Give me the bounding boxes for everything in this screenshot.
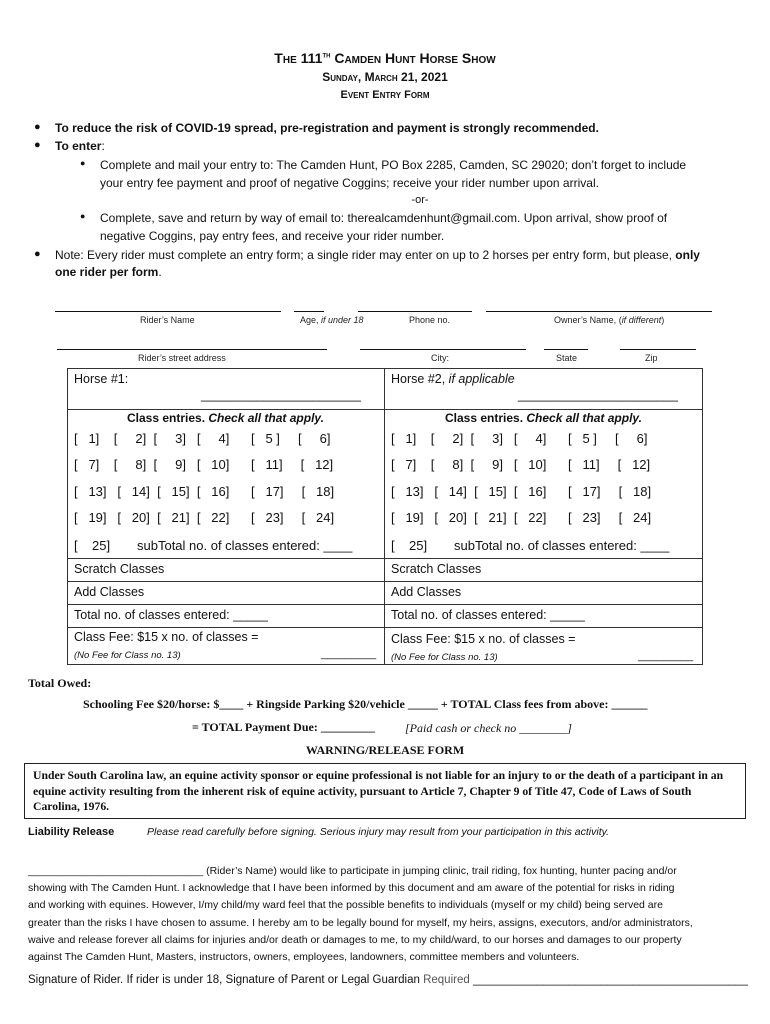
- state-label: State: [556, 353, 578, 363]
- note-line2: [55, 263, 162, 281]
- to-enter-heading: To enter:: [55, 139, 105, 153]
- table-rule: [67, 604, 703, 605]
- form-name: Event Entry Form: [340, 89, 430, 101]
- horse1-scratch[interactable]: Scratch Classes: [74, 562, 165, 576]
- city-field[interactable]: [360, 349, 526, 350]
- horse2-classes-row[interactable]: [ 7] [ 8] [ 9] [ 10] [ 11] [ 12]: [391, 457, 651, 472]
- note-bold: one rider per form: [55, 265, 159, 279]
- zip-label: Zip: [645, 353, 658, 363]
- h1-class-label: Class entries.: [127, 411, 209, 425]
- release-line: waive and release forever all claims for injuries and/or death or damages to me, to my child/ward, to our horses and damages to our property: [28, 933, 682, 946]
- horse2-class-25[interactable]: [ 25]: [391, 538, 428, 553]
- signature-field[interactable]: ___________________________________________: [469, 974, 748, 986]
- h2-class-label: Class entries.: [445, 411, 527, 425]
- horse1-label: Horse #1:: [74, 372, 129, 386]
- riders-name-label: Rider’s Name: [140, 315, 195, 325]
- city-label: City:: [431, 353, 449, 363]
- age-note: if under 18: [321, 315, 364, 325]
- horse2-classes-row[interactable]: [ 13] [ 14] [ 15] [ 16] [ 17] [ 18]: [391, 484, 652, 499]
- note-period: .: [158, 265, 162, 279]
- release-note: Please read carefully before signing. Serious injury may result from your participation in this activity.: [147, 826, 610, 838]
- bullet-icon: ●: [80, 158, 86, 168]
- release-line[interactable]: ______________________________ (Rider’s Name) would like to participate in jumping clinic, trail riding, fox hunting, hunter pacing and/or: [28, 865, 677, 877]
- option-mail-line2: your entry fee payment and proof of negative Coggins; receive your rider number upon arrival.: [100, 176, 599, 190]
- state-field[interactable]: [544, 349, 588, 350]
- release-line: showing with The Camden Hunt. I acknowledge that I have been informed by this document and am aware of the potential for risks in riding: [28, 882, 675, 895]
- option-email-line1: Complete, save and return by way of email to: therealcamdenhunt@gmail.com. Upon arrival, show proof of: [100, 211, 668, 225]
- horse2-scratch[interactable]: Scratch Classes: [391, 562, 482, 576]
- bullet-icon: ●: [34, 121, 41, 133]
- age-label: [300, 315, 364, 325]
- release-line: and working with equines. However, I/my child/my ward feel that the possible benefits to individuals (myself or my child) being served are: [28, 899, 663, 912]
- horse1-subtotal[interactable]: subTotal no. of classes entered: ____: [137, 538, 353, 553]
- h2-check-all: Check all that apply.: [526, 411, 642, 425]
- horse1-name-field[interactable]: _______________________: [201, 388, 361, 402]
- note-only: only: [675, 248, 700, 262]
- horse2-subtotal[interactable]: subTotal no. of classes entered: ____: [454, 538, 670, 553]
- note-line1: [55, 246, 700, 264]
- event-date: Sunday, March 21, 2021: [322, 70, 448, 84]
- release-line: against The Camden Hunt, Masters, instructors, owners, employees, landowners, committee members and volunteers.: [28, 951, 580, 964]
- horse1-class-entries: [127, 411, 324, 425]
- note-text: Note: Every rider must complete an entry form; a single rider may enter on up to 2 horses per entry form, but please,: [55, 248, 672, 262]
- warning-title: WARNING/RELEASE FORM: [305, 743, 465, 757]
- signature-label: Signature of Rider. If rider is under 18, Signature of Parent or Legal Guardian: [28, 974, 424, 986]
- owners-note: if different: [621, 315, 662, 325]
- to-enter-label: To enter: [55, 139, 102, 153]
- signature-line[interactable]: [28, 974, 748, 986]
- option-mail-line1: Complete and mail your entry to: The Camden Hunt, PO Box 2285, Camden, SC 29020; don’t forget to include: [100, 158, 687, 172]
- title-text-post: Camden Hunt Horse Show: [330, 50, 496, 66]
- warning-text: Under South Carolina law, an equine activity sponsor or equine professional is not liable for an injury to or the death of a participant in an equine activity resulting from the inherent risk of equine activity, pursuant to Article 7, Chapter 9 of Title 47, Code of Laws of South Carolina, 1976.: [33, 769, 724, 813]
- liability-release-label: Liability Release: [28, 826, 115, 838]
- zip-field[interactable]: [620, 349, 696, 350]
- horse1-classes-row[interactable]: [ 1] [ 2] [ 3] [ 4] [ 5 ] [ 6]: [74, 431, 331, 446]
- horse1-no-fee: (No Fee for Class no. 13): [74, 650, 181, 661]
- release-paragraph: [28, 863, 748, 966]
- horse1-classes-row[interactable]: [ 19] [ 20] [ 21] [ 22] [ 23] [ 24]: [74, 510, 335, 525]
- schooling-fee-line[interactable]: Schooling Fee $20/horse: $____ + Ringside Parking $20/vehicle _____ + TOTAL Class fees from above: ______: [83, 697, 648, 711]
- bullet-icon: ●: [80, 211, 86, 221]
- owners-close: ): [661, 315, 665, 325]
- title-text: The 111: [274, 50, 323, 66]
- horse1-classes-row[interactable]: [ 7] [ 8] [ 9] [ 10] [ 11] [ 12]: [74, 457, 334, 472]
- horse2-total[interactable]: Total no. of classes entered: _____: [391, 608, 585, 622]
- horse1-fee-blank[interactable]: _________: [321, 648, 377, 660]
- street-field[interactable]: [57, 349, 327, 350]
- horse1-class-25[interactable]: [ 25]: [74, 538, 111, 553]
- table-rule: [67, 581, 703, 582]
- title-superscript: th: [322, 50, 331, 60]
- required-label: Required: [423, 974, 470, 986]
- h1-check-all: Check all that apply.: [208, 411, 324, 425]
- release-line: greater than the risks I have chosen to assume. I hereby am to be legally bound for myself, my heirs, assigns, executors, and/or administrators,: [28, 916, 693, 929]
- street-label: Rider’s street address: [138, 353, 226, 363]
- age-field[interactable]: [294, 311, 324, 312]
- bullet-icon: ●: [34, 139, 41, 151]
- horse2-classes-row[interactable]: [ 19] [ 20] [ 21] [ 22] [ 23] [ 24]: [391, 510, 652, 525]
- table-rule: [67, 409, 703, 410]
- form-title: [0, 50, 770, 66]
- or-separator: -or-: [411, 194, 429, 206]
- horse1-total[interactable]: Total no. of classes entered: _____: [74, 608, 268, 622]
- owners-name-field[interactable]: [486, 311, 712, 312]
- horse2-no-fee: (No Fee for Class no. 13): [391, 652, 498, 663]
- riders-name-field[interactable]: [55, 311, 281, 312]
- owners-name-label: [554, 315, 664, 325]
- horse2-classes-row[interactable]: [ 1] [ 2] [ 3] [ 4] [ 5 ] [ 6]: [391, 431, 648, 446]
- table-rule: [67, 558, 703, 559]
- horse1-add[interactable]: Add Classes: [74, 585, 145, 599]
- horse2-class-entries: [445, 411, 642, 425]
- horse2-fee: Class Fee: $15 x no. of classes =: [391, 632, 576, 646]
- phone-field[interactable]: [358, 311, 472, 312]
- table-rule: [67, 627, 703, 628]
- owners-label-text: Owner’s Name, (: [554, 315, 622, 325]
- covid-notice: To reduce the risk of COVID-19 spread, pre-registration and payment is strongly recommended.: [55, 121, 599, 135]
- h2-label-text: Horse #2,: [391, 372, 449, 386]
- horse2-name-field[interactable]: _______________________: [518, 388, 678, 402]
- horse1-fee: Class Fee: $15 x no. of classes =: [74, 630, 259, 644]
- horse1-classes-row[interactable]: [ 13] [ 14] [ 15] [ 16] [ 17] [ 18]: [74, 484, 335, 499]
- horse2-fee-blank[interactable]: _________: [638, 650, 694, 662]
- bullet-icon: ●: [34, 248, 41, 260]
- horse2-add[interactable]: Add Classes: [391, 585, 462, 599]
- total-payment-due[interactable]: = TOTAL Payment Due: _________: [192, 720, 375, 734]
- option-email-line2: negative Coggins, pay entry fees, and receive your rider number.: [100, 229, 445, 243]
- age-label-text: Age,: [300, 315, 319, 325]
- table-divider: [384, 368, 385, 665]
- total-owed-label: Total Owed:: [28, 676, 92, 690]
- phone-label: Phone no.: [409, 315, 451, 325]
- paid-cash-check[interactable]: [Paid cash or check no ________]: [405, 721, 572, 735]
- h2-label-note: if applicable: [448, 372, 515, 386]
- horse2-label: [391, 372, 515, 386]
